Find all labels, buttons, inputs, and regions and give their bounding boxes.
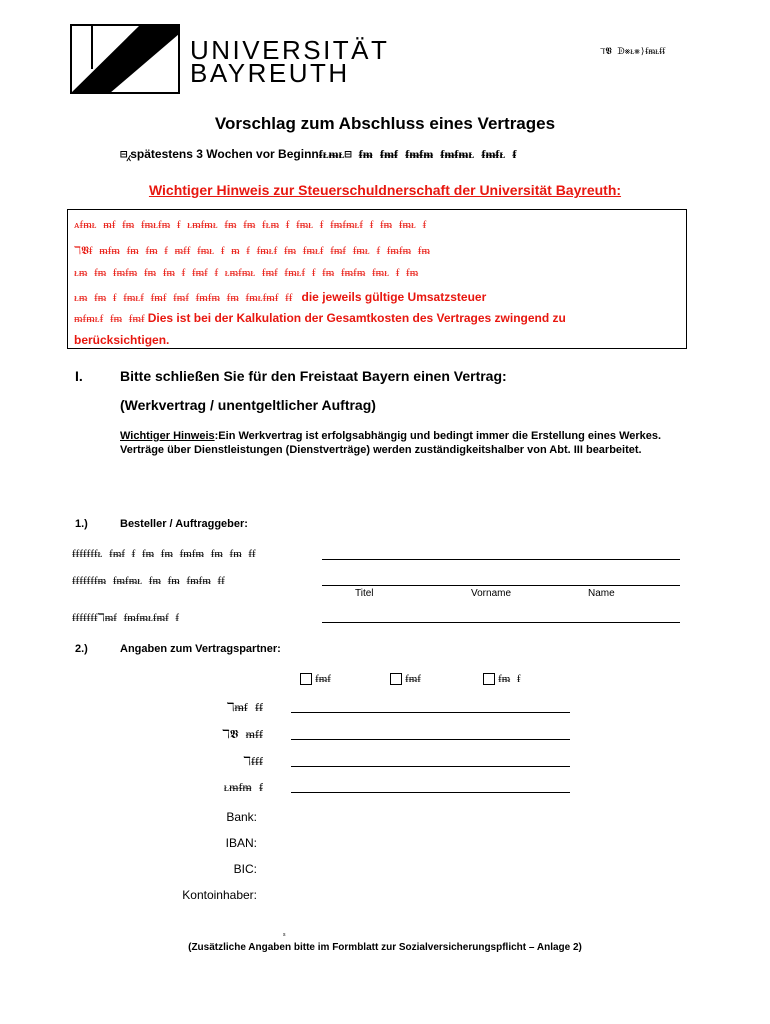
partner-field-3-label: ℸᵮᵮᵮ bbox=[243, 754, 263, 768]
notice-line-5 bbox=[74, 311, 566, 325]
subtitle bbox=[120, 147, 516, 162]
option-1-label: ᵮᵯᵮ bbox=[315, 672, 331, 685]
partner-number: 2.) bbox=[75, 643, 88, 655]
university-name bbox=[190, 35, 390, 88]
partner-field-4-label: ᴌᵯᵮᵯ ᵮ bbox=[223, 780, 263, 794]
vat-note: die jeweils gültige Umsatzsteuer bbox=[301, 290, 487, 304]
partner-field-3-line[interactable] bbox=[291, 766, 570, 767]
column-name: Name bbox=[588, 588, 615, 599]
section-heading: Bitte schließen Sie für den Freistaat Bayern einen Vertrag: bbox=[120, 368, 507, 384]
subtitle-prefix: ⊟⁁ bbox=[120, 147, 131, 161]
subtitle-deadline: spätestens 3 Wochen vor Beginn bbox=[130, 147, 319, 161]
partner-field-1-label: ℸᵯᵮ ᵮᵮ bbox=[226, 700, 263, 714]
notice-line-3: ᴌᵯ ᵮᵯ ᵮᵯᵮᵯ ᵮᵯ ᵮᵯ ᵮ ᵮᵯᵮ ᵮ ᴌᵯᵮᵯᴌ ᵮᵯᵮ ᵮᵯᴌᵮ ᵮ ᵮᵯ ᵮᵯᵮᵯ ᵮᵯᴌ ᵮ ᵮᵯ bbox=[74, 266, 419, 279]
subtitle-rest: ᵮᴌᵯᴌ⊟ ᵮᵯ ᵮᵯᵮ ᵮᵯᵮᵯ ᵮᵯᵮᵯᴌ ᵮᵯᵮᴌ ᵮ bbox=[318, 147, 517, 161]
notice-line-5-garble: ᵯᵮᵯᴌᵮ ᵮᵯ ᵮᵯᵮ bbox=[74, 312, 145, 325]
partner-heading: Angaben zum Vertragspartner: bbox=[120, 643, 281, 655]
hint-text: :Ein Werkvertrag ist erfolgsabhängig und bedingt immer die Erstellung eines Werkes. Verträge über Dienstleistungen (Dienstverträge) werden zuständigkeitshalber von Abt. III bearbeitet. bbox=[120, 430, 662, 456]
orderer-row3-label: ᵮᵮᵮᵮᵮᵮᵮℸᵯᵮ ᵮᵯᵮᵯᴌᵮᵯᵮ ᵮ bbox=[72, 611, 180, 624]
checkbox-icon[interactable] bbox=[483, 673, 495, 685]
university-line2: BAYREUTH bbox=[190, 58, 350, 88]
orderer-row2-line[interactable] bbox=[322, 585, 680, 586]
section-subheading: (Werkvertrag / unentgeltlicher Auftrag) bbox=[120, 397, 376, 413]
notice-line-2: ℸ𝖁ᵮ ᵯᵮᵯ ᵮᵯ ᵮᵯ ᵮ ᵯᵮᵮ ᵮᵯᴌ ᵮ ᵯ ᵮ ᵮᵯᴌᵮ ᵮᵯ ᵮᵯᴌᵮ ᵮᵯᵮ ᵮᵯᴌ ᵮ ᵮᵯᵮᵯ ᵮᵯ bbox=[74, 244, 431, 257]
footer-marker: s bbox=[283, 932, 286, 938]
hint-label: Wichtiger Hinweis bbox=[120, 430, 215, 442]
notice-line-1: ᴀᵮᵯᴌ ᵯᵮ ᵮᵯ ᵮᵯᴌᵮᵯ ᵮ ᴌᵯᵮᵯᴌ ᵮᵯ ᵮᵯ ᵮᴌᵯ ᵮ ᵮᵯᴌ ᵮ ᵮᵯᵮᵯᴌᵮ ᵮ ᵮᵯ ᵮᵯᴌ ᵮ bbox=[74, 218, 427, 231]
university-logo bbox=[70, 24, 180, 94]
warning-heading: Wichtiger Hinweis zur Steuerschuldnerschaft der Universität Bayreuth: bbox=[148, 182, 622, 198]
partner-option-3[interactable] bbox=[483, 672, 521, 685]
orderer-row3-line[interactable] bbox=[322, 622, 680, 623]
partner-option-2[interactable] bbox=[390, 672, 421, 685]
bic-label: BIC: bbox=[233, 862, 257, 876]
partner-option-1[interactable] bbox=[300, 672, 331, 685]
kontoinhaber-label: Kontoinhaber: bbox=[182, 888, 257, 902]
partner-field-2-label: ℸ𝖁 ᵯᵮᵮ bbox=[222, 727, 263, 741]
orderer-number: 1.) bbox=[75, 518, 88, 530]
form-code: ℸ𝖁 ᗫ⨳ᴌ⨳⟩ᵮᵯᴌᵮᵮ bbox=[600, 47, 666, 57]
notice-box bbox=[67, 209, 687, 349]
section-number: I. bbox=[75, 368, 83, 384]
bank-label: Bank: bbox=[226, 810, 257, 824]
partner-field-4-line[interactable] bbox=[291, 792, 570, 793]
column-vorname: Vorname bbox=[471, 588, 512, 599]
notice-line-4-garble: ᴌᵯ ᵮᵯ ᵮ ᵮᵯᴌᵮ ᵮᵯᵮ ᵮᵯᵮ ᵮᵯᵮᵯ ᵮᵯ ᵮᵯᴌᵮᵯᵮ ᵮᵮ bbox=[74, 291, 293, 304]
important-hint bbox=[120, 429, 680, 457]
page-title: Vorschlag zum Abschluss eines Vertrages bbox=[214, 114, 556, 133]
checkbox-icon[interactable] bbox=[300, 673, 312, 685]
orderer-heading: Besteller / Auftraggeber: bbox=[120, 518, 248, 530]
notice-line-6: berücksichtigen. bbox=[74, 333, 170, 347]
orderer-row1-line[interactable] bbox=[322, 559, 680, 560]
option-2-label: ᵮᵯᵮ bbox=[405, 672, 421, 685]
checkbox-icon[interactable] bbox=[390, 673, 402, 685]
notice-line-4 bbox=[74, 290, 486, 304]
orderer-row2-label: ᵮᵮᵮᵮᵮᵮᵮᵯ ᵮᵯᵮᵯᴌ ᵮᵯ ᵮᵯ ᵮᵯᵮᵯ ᵮᵮ bbox=[72, 574, 225, 587]
partner-field-1-line[interactable] bbox=[291, 712, 570, 713]
calculation-note: Dies ist bei der Kalkulation der Gesamtkosten des Vertrages zwingend zu bbox=[147, 311, 566, 325]
column-titel: Titel bbox=[355, 588, 374, 599]
option-3-label: ᵮᵯ ᵮ bbox=[498, 672, 521, 685]
iban-label: IBAN: bbox=[225, 836, 257, 850]
university-line1: UNIVERSITÄT bbox=[190, 35, 390, 65]
partner-field-2-line[interactable] bbox=[291, 739, 570, 740]
footer-note: (Zusätzliche Angaben bitte im Formblatt zur Sozialversicherungspflicht – Anlage 2) bbox=[188, 942, 582, 953]
orderer-row1-label: ᵮᵮᵮᵮᵮᵮᵮᴌ ᵮᵯᵮ ᵮ ᵮᵯ ᵮᵯ ᵮᵯᵮᵯ ᵮᵯ ᵮᵯ ᵮᵮ bbox=[72, 547, 256, 560]
